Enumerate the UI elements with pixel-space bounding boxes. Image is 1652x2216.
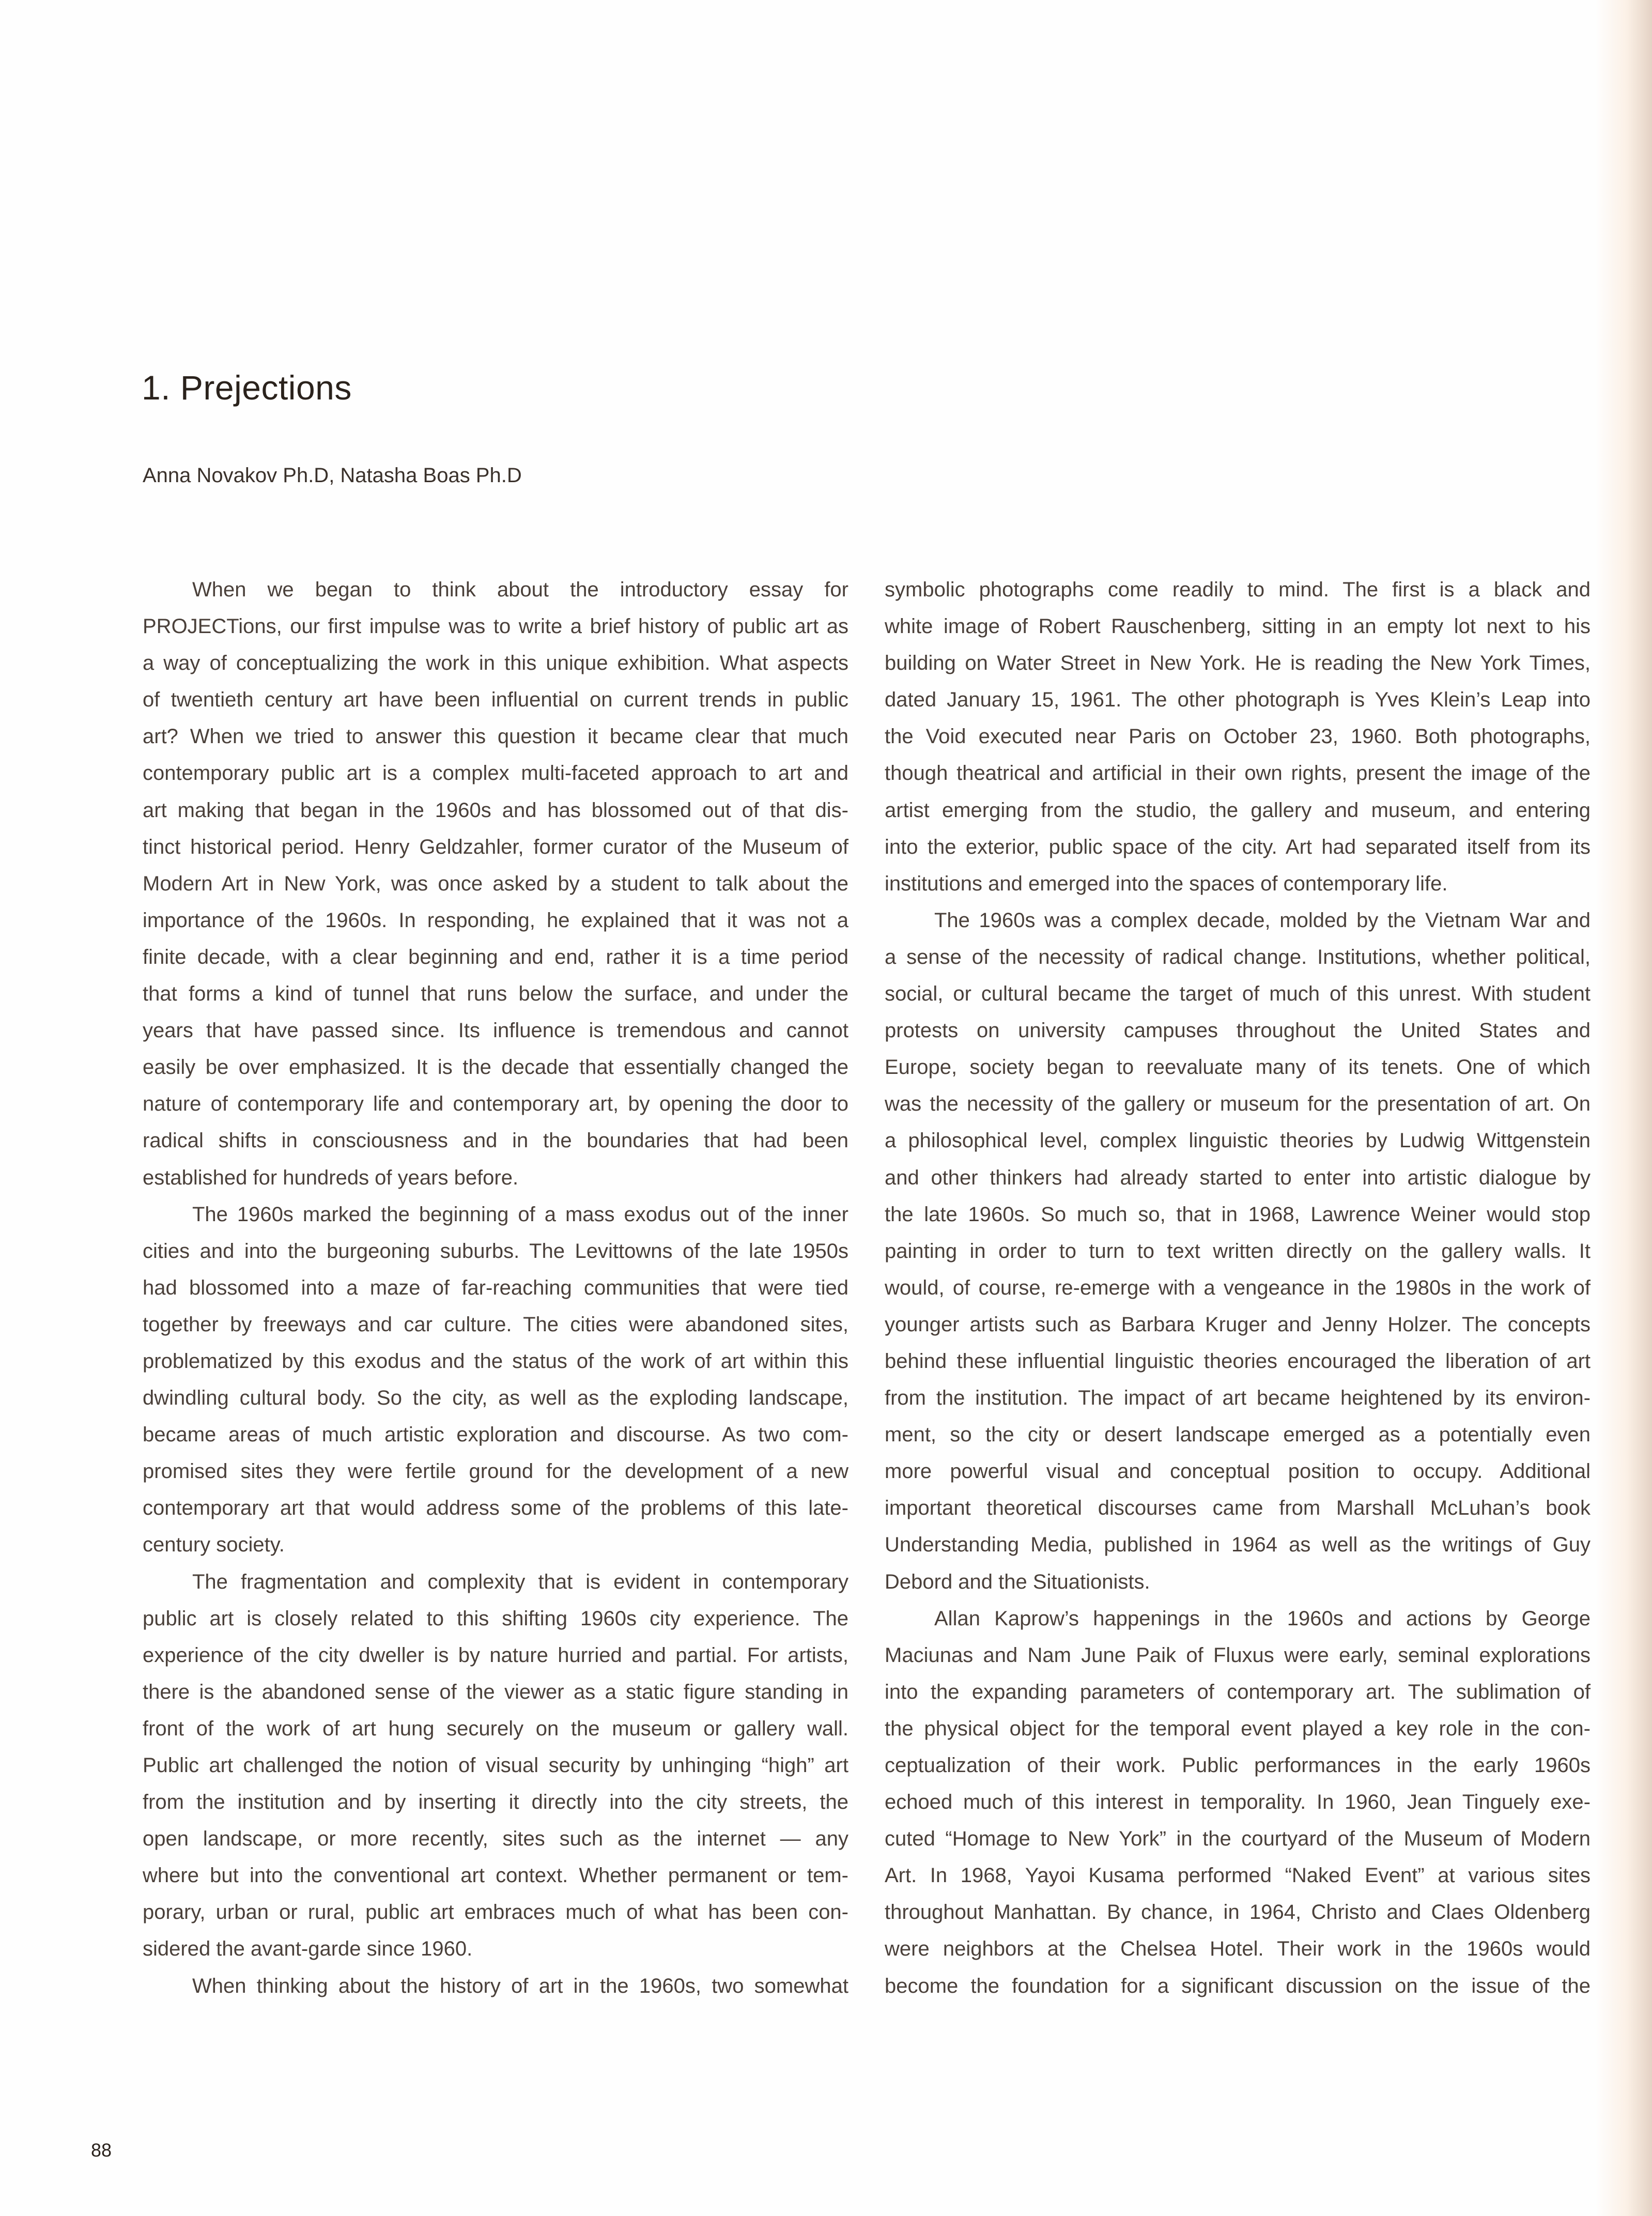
text-line: into the exterior, public space of the city. Art had separated itself from its — [885, 835, 1591, 858]
text-line: more powerful visual and conceptual position to occupy. Additional — [885, 1460, 1591, 1483]
text-line: porary, urban or rural, public art embraces much of what has been con- — [143, 1901, 848, 1924]
text-line: years that have passed since. Its influence is tremendous and cannot — [143, 1019, 848, 1042]
text-line: from the institution and by inserting it directly into the city streets, the — [143, 1791, 848, 1814]
left-text-column — [143, 572, 848, 2005]
text-line: became areas of much artistic exploration and discourse. As two com- — [143, 1423, 848, 1446]
authors-byline: Anna Novakov Ph.D, Natasha Boas Ph.D — [143, 464, 522, 487]
text-line: symbolic photographs come readily to mind. The first is a black and — [885, 578, 1591, 601]
text-line: Maciunas and Nam June Paik of Fluxus were early, seminal explorations — [885, 1643, 1591, 1667]
text-line: though theatrical and artificial in their own rights, present the image of the — [885, 762, 1591, 785]
text-line: contemporary public art is a complex multi-faceted approach to art and — [143, 762, 848, 785]
text-line: Debord and the Situationists. — [885, 1570, 1150, 1593]
text-line: into the expanding parameters of contemporary art. The sublimation of — [885, 1680, 1591, 1703]
text-line: the late 1960s. So much so, that in 1968, Lawrence Weiner would stop — [885, 1203, 1591, 1226]
page-number: 88 — [91, 2140, 112, 2161]
text-line: public art is closely related to this shifting 1960s city experience. The — [143, 1607, 848, 1630]
text-line: echoed much of this interest in temporality. In 1960, Jean Tinguely exe- — [885, 1791, 1591, 1814]
text-line: a way of conceptualizing the work in this unique exhibition. What aspects — [143, 652, 848, 675]
page-edge-shadow — [1595, 0, 1652, 2216]
text-line: Modern Art in New York, was once asked by a student to talk about the — [143, 872, 848, 895]
text-line: there is the abandoned sense of the viewer as a static figure standing in — [143, 1680, 848, 1703]
text-line: When we began to think about the introductory essay for — [192, 578, 848, 601]
text-line: Public art challenged the notion of visual security by unhinging “high” art — [143, 1754, 848, 1777]
text-line: from the institution. The impact of art became heightened by its environ- — [885, 1387, 1591, 1410]
text-line: the Void executed near Paris on October 23, 1960. Both photographs, — [885, 725, 1591, 748]
text-line: building on Water Street in New York. He is reading the New York Times, — [885, 652, 1591, 675]
text-line: would, of course, re-emerge with a vengeance in the 1980s in the work of — [885, 1276, 1591, 1299]
text-line: The 1960s was a complex decade, molded by the Vietnam War and — [934, 909, 1591, 932]
text-line: art? When we tried to answer this question it became clear that much — [143, 725, 848, 748]
text-line: institutions and emerged into the spaces of contemporary life. — [885, 872, 1448, 895]
text-line: finite decade, with a clear beginning and end, rather it is a time period — [143, 945, 848, 968]
text-line: open landscape, or more recently, sites such as the internet — any — [143, 1827, 848, 1851]
text-line: easily be over emphasized. It is the decade that essentially changed the — [143, 1056, 848, 1079]
text-line: century society. — [143, 1533, 285, 1557]
text-line: that forms a kind of tunnel that runs below the surface, and under the — [143, 982, 848, 1006]
text-line: a philosophical level, complex linguistic theories by Ludwig Wittgenstein — [885, 1129, 1591, 1152]
text-line: established for hundreds of years before. — [143, 1166, 519, 1189]
text-line: sidered the avant-garde since 1960. — [143, 1937, 473, 1961]
text-line: front of the work of art hung securely on the museum or gallery wall. — [143, 1717, 848, 1740]
text-line: Allan Kaprow’s happenings in the 1960s and actions by George — [934, 1607, 1591, 1630]
text-line: When thinking about the history of art in the 1960s, two somewhat — [192, 1974, 848, 1997]
text-line: art making that began in the 1960s and has blossomed out of that dis- — [143, 798, 848, 822]
text-line: had blossomed into a maze of far-reaching communities that were tied — [143, 1276, 848, 1299]
text-line: together by freeways and car culture. The cities were abandoned sites, — [143, 1313, 848, 1336]
text-line: importance of the 1960s. In responding, he explained that it was not a — [143, 909, 848, 932]
right-text-column — [885, 572, 1591, 2005]
text-line: nature of contemporary life and contemporary art, by opening the door to — [143, 1092, 848, 1116]
text-line: throughout Manhattan. By chance, in 1964, Christo and Claes Oldenberg — [885, 1901, 1591, 1924]
text-line: cuted “Homage to New York” in the courtyard of the Museum of Modern — [885, 1827, 1591, 1851]
text-line: artist emerging from the studio, the gallery and museum, and entering — [885, 798, 1591, 822]
text-line: ceptualization of their work. Public performances in the early 1960s — [885, 1754, 1591, 1777]
text-line: protests on university campuses throughout the United States and — [885, 1019, 1591, 1042]
text-line: a sense of the necessity of radical change. Institutions, whether political, — [885, 945, 1591, 968]
text-line: were neighbors at the Chelsea Hotel. Their work in the 1960s would — [885, 1937, 1591, 1961]
text-line: behind these influential linguistic theories encouraged the liberation of art — [885, 1349, 1591, 1373]
text-line: tinct historical period. Henry Geldzahler, former curator of the Museum of — [143, 835, 848, 858]
text-line: cities and into the burgeoning suburbs. The Levittowns of the late 1950s — [143, 1239, 848, 1263]
text-line: become the foundation for a significant discussion on the issue of the — [885, 1974, 1591, 1997]
text-line: where but into the conventional art context. Whether permanent or tem- — [143, 1864, 848, 1887]
text-line: the physical object for the temporal event played a key role in the con- — [885, 1717, 1591, 1740]
text-line: ment, so the city or desert landscape emerged as a potentially even — [885, 1423, 1591, 1446]
text-line: painting in order to turn to text written directly on the gallery walls. It — [885, 1239, 1591, 1263]
text-line: Art. In 1968, Yayoi Kusama performed “Naked Event” at various sites — [885, 1864, 1591, 1887]
text-line: contemporary art that would address some of the problems of this late- — [143, 1497, 848, 1520]
text-line: dated January 15, 1961. The other photograph is Yves Klein’s Leap into — [885, 688, 1591, 712]
text-line: promised sites they were fertile ground for the development of a new — [143, 1460, 848, 1483]
text-line: social, or cultural became the target of much of this unrest. With student — [885, 982, 1591, 1006]
text-line: The 1960s marked the beginning of a mass exodus out of the inner — [192, 1203, 848, 1226]
text-line: radical shifts in consciousness and in the boundaries that had been — [143, 1129, 848, 1152]
text-line: dwindling cultural body. So the city, as well as the exploding landscape, — [143, 1387, 848, 1410]
text-line: Understanding Media, published in 1964 as well as the writings of Guy — [885, 1533, 1591, 1557]
chapter-title: 1. Prejections — [142, 368, 352, 407]
text-line: important theoretical discourses came from Marshall McLuhan’s book — [885, 1497, 1591, 1520]
text-line: PROJECTions, our first impulse was to write a brief history of public art as — [143, 615, 848, 638]
text-line: experience of the city dweller is by nature hurried and partial. For artists, — [143, 1643, 848, 1667]
text-line: Europe, society began to reevaluate many of its tenets. One of which — [885, 1056, 1591, 1079]
text-line: younger artists such as Barbara Kruger and Jenny Holzer. The concepts — [885, 1313, 1591, 1336]
text-line: of twentieth century art have been influential on current trends in public — [143, 688, 848, 712]
text-line: was the necessity of the gallery or museum for the presentation of art. On — [885, 1092, 1591, 1116]
text-line: The fragmentation and complexity that is evident in contemporary — [192, 1570, 848, 1593]
text-line: white image of Robert Rauschenberg, sitting in an empty lot next to his — [885, 615, 1591, 638]
text-line: problematized by this exodus and the status of the work of art within this — [143, 1349, 848, 1373]
text-line: and other thinkers had already started to enter into artistic dialogue by — [885, 1166, 1591, 1189]
